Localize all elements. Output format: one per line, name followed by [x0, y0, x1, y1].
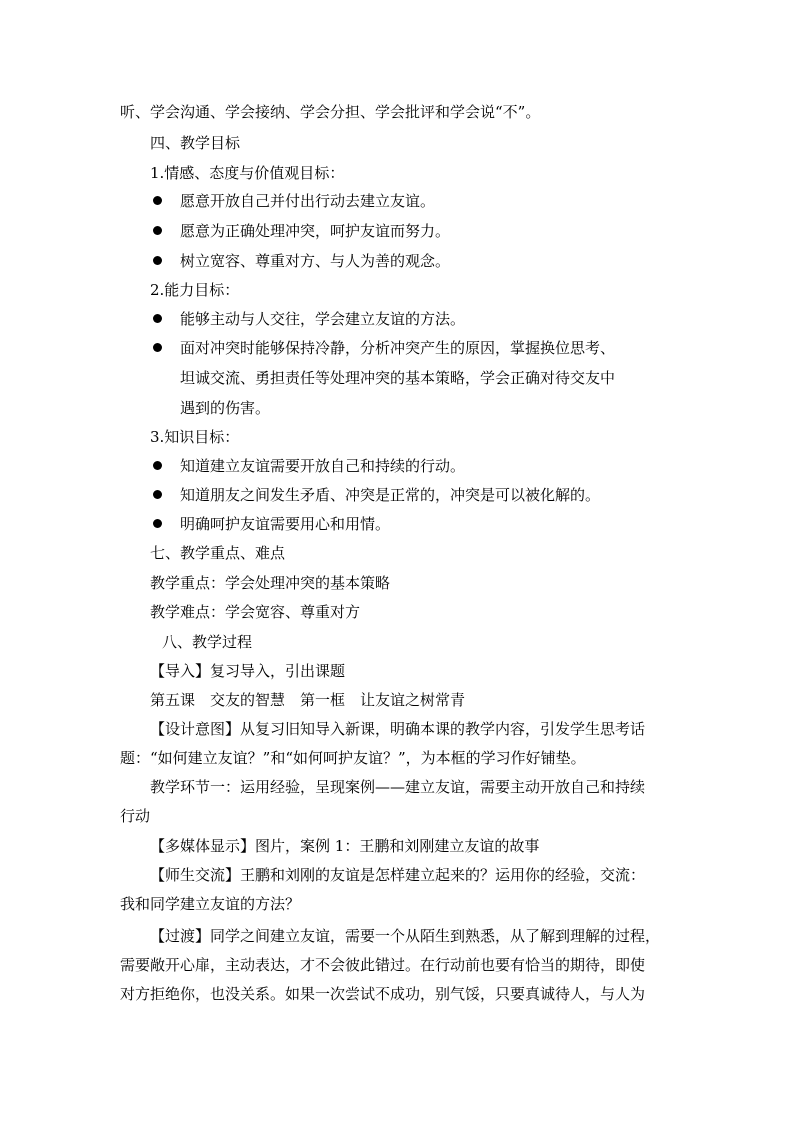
section-heading: 四、教学目标 [150, 134, 241, 152]
paragraph-line: 【设计意图】从复习旧知导入新课，明确本课的教学内容，引发学生思考话 [150, 720, 646, 738]
bullet-icon [153, 490, 162, 499]
paragraph-line: 题：“如何建立友谊？”和“如何呵护友谊？”，为本框的学习作好铺垫。 [120, 749, 586, 767]
bullet-icon [153, 519, 162, 528]
list-item: 知道建立友谊需要开放自己和持续的行动。 [180, 457, 466, 475]
paragraph-line: 需要敞开心扉，主动表达，才不会彼此错过。在行动前也要有恰当的期待，即使 [120, 956, 646, 974]
list-item: 知道朋友之间发生矛盾、冲突是正常的，冲突是可以被化解的。 [180, 486, 601, 504]
subsection-heading: 2.能力目标： [150, 281, 240, 299]
paragraph-line: 对方拒绝你，也没关系。如果一次尝试不成功，别气馁，只要真诚待人，与人为 [120, 985, 646, 1003]
bullet-icon [153, 314, 162, 323]
bullet-icon [153, 343, 162, 352]
bullet-icon [153, 196, 162, 205]
section-heading: 七、教学重点、难点 [150, 544, 286, 562]
lesson-title: 第五课 交友的智慧 第一框 让友谊之树常青 [150, 691, 466, 709]
paragraph-line: 教学环节一：运用经验，呈现案例——建立友谊，需要主动开放自己和持续 [150, 778, 646, 796]
paragraph-line: 行动 [120, 807, 151, 825]
subsection-heading: 3.知识目标： [150, 428, 240, 446]
bullet-icon [153, 461, 162, 470]
paragraph-line: 我和同学建立友谊的方法？ [120, 895, 301, 913]
list-item-continuation: 坦诚交流、勇担责任等处理冲突的基本策略，学会正确对待交友中 [180, 369, 616, 387]
paragraph-line: 【导入】复习导入，引出课题 [150, 662, 346, 680]
subsection-heading: 1.情感、态度与价值观目标： [150, 164, 345, 182]
paragraph-line: 教学重点：学会处理冲突的基本策略 [150, 574, 391, 592]
list-item-continuation: 遇到的伤害。 [180, 399, 271, 417]
section-heading: 八、教学过程 [162, 633, 253, 651]
bullet-icon [153, 256, 162, 265]
list-item: 面对冲突时能够保持冷静，分析冲突产生的原因，掌握换位思考、 [180, 339, 616, 357]
bullet-icon [153, 226, 162, 235]
list-item: 能够主动与人交往，学会建立友谊的方法。 [180, 310, 466, 328]
paragraph-line: 【过渡】同学之间建立友谊，需要一个从陌生到熟悉，从了解到理解的过程， [150, 927, 661, 945]
paragraph-line: 教学难点：学会宽容、尊重对方 [150, 603, 361, 621]
paragraph-line: 听、学会沟通、学会接纳、学会分担、学会批评和学会说“不”。 [120, 103, 541, 121]
list-item: 愿意为正确处理冲突，呵护友谊而努力。 [180, 222, 451, 240]
list-item: 树立宽容、尊重对方、与人为善的观念。 [180, 252, 451, 270]
paragraph-line: 【师生交流】王鹏和刘刚的友谊是怎样建立起来的？运用你的经验，交流： [150, 866, 646, 884]
paragraph-line: 【多媒体显示】图片，案例 1：王鹏和刘刚建立友谊的故事 [150, 837, 540, 855]
list-item: 明确呵护友谊需要用心和用情。 [180, 515, 391, 533]
list-item: 愿意开放自己并付出行动去建立友谊。 [180, 192, 436, 210]
